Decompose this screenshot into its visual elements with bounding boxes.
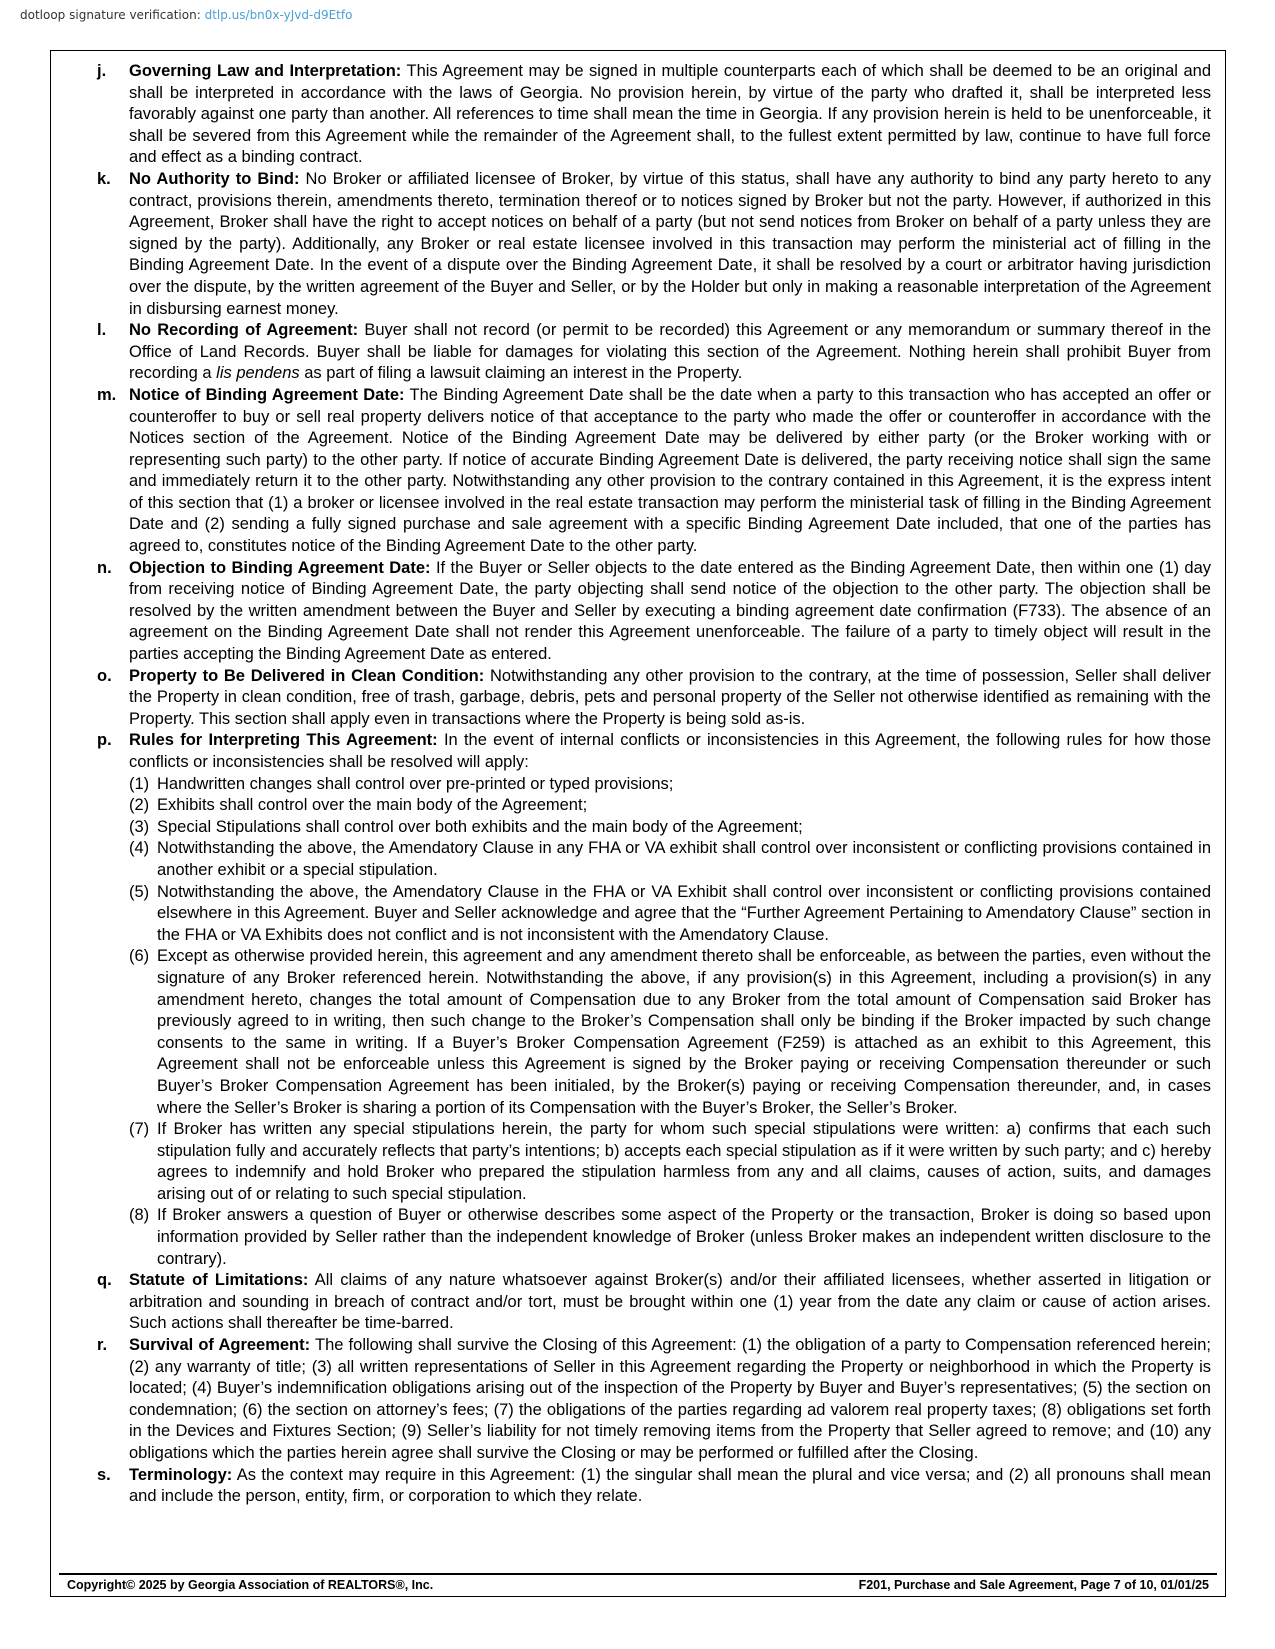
section-p [97, 730, 1211, 1270]
rule-text: Notwithstanding the above, the Amendatory Clause in any FHA or VA exhibit shall control over inconsistent or conflicting provisions contained in another exhibit or a special stipulation. [157, 839, 1211, 879]
document-body [97, 61, 1211, 1508]
rule-text: If Broker answers a question of Buyer or otherwise describes some aspect of the Property or the transaction, Broker is doing so based upon information provided by Seller rather than the independent knowledge of Broker (unless Broker makes an independent written disclosure to the contrary). [157, 1206, 1211, 1268]
rule-number: (8) [129, 1206, 150, 1225]
section-marker: r. [97, 1336, 108, 1355]
section-text: Buyer shall not record (or permit to be recorded) this Agreement or any memorandum or summary thereof in the Office of Land Records. Buyer shall be liable for damages for violating this section of the Agreement. Nothing herein shall prohibit Buyer from recording a [129, 321, 1211, 383]
page-frame [50, 50, 1226, 1597]
section-heading: Survival of Agreement: [129, 1336, 311, 1355]
section-l [97, 320, 1211, 385]
section-heading: No Recording of Agreement: [129, 321, 359, 340]
section-heading: Notice of Binding Agreement Date: [129, 385, 405, 404]
section-n [97, 558, 1211, 666]
section-r [97, 1335, 1211, 1465]
section-text: In the event of internal conflicts or inconsistencies in this Agreement, the following rules for how those conflicts or inconsistencies shall be resolved will apply: [129, 731, 1211, 771]
section-heading: Statute of Limitations: [129, 1271, 309, 1290]
section-text-continued: as part of filing a lawsuit claiming an interest in the Property. [304, 364, 743, 383]
signature-verification [20, 8, 352, 22]
section-marker: l. [97, 321, 107, 340]
section-marker: p. [97, 731, 112, 750]
section-marker: n. [97, 558, 112, 577]
rule-item [129, 946, 1211, 1119]
section-j [97, 61, 1211, 169]
section-text: All claims of any nature whatsoever against Broker(s) and/or their affiliated licensees, whether asserted in litigation or arbitration and sounding in breach of contract and/or tort, must be brought within one (1) year from the date any claim or cause of action arises. Such actions shall thereafter be time-barred. [129, 1271, 1211, 1333]
section-text: The following shall survive the Closing of this Agreement: (1) the obligation of a party to Compensation referenced herein; (2) any warranty of title; (3) all written representations of Seller in this Agreement regarding the Property or neighborhood in which the Property is located; (4) Buyer’s indemnification obligations arising out of the inspection of the Property by Buyer and Buyer’s representatives; (5) the section on condemnation; (6) the section on attorney’s fees; (7) the obligations of the parties regarding ad valorem real property taxes; (8) obligations set forth in the Devices and Fixtures Section; (9) Seller’s liability for not timely removing items from the Property that Seller agreed to remove; and (10) any obligations which the parties herein agree shall survive the Closing or may be performed or fulfilled after the Closing. [129, 1336, 1211, 1462]
section-s [97, 1465, 1211, 1508]
section-marker: m. [97, 385, 117, 404]
rule-text: Handwritten changes shall control over pre-printed or typed provisions; [157, 774, 674, 793]
section-marker: k. [97, 169, 111, 188]
section-text: The Binding Agreement Date shall be the date when a party to this transaction who has accepted an offer or counteroffer to buy or sell real property delivers notice of that acceptance to the party who made the offer or counteroffer in accordance with the Notices section of the Agreement. Notice of the Binding Agreement Date may be delivered by either party (or the Broker working with or representing such party) to the other party. If notice of accurate Binding Agreement Date is delivered, the party receiving notice shall sign the same and immediately return it to the other party. Notwithstanding any other provision to the contrary contained in this Agreement, it is the express intent of this section that (1) a broker or licensee involved in the real estate transaction may perform the ministerial task of filling in the Binding Agreement Date and (2) sending a fully signed purchase and sale agreement with a specific Binding Agreement Date included, that one of the parties has agreed to, constitutes notice of the Binding Agreement Date to the other party. [129, 385, 1211, 556]
rule-number: (4) [129, 839, 150, 858]
copyright-notice: Copyright© 2025 by Georgia Association of REALTORS®, Inc. [67, 1578, 434, 1592]
section-heading: Governing Law and Interpretation: [129, 62, 402, 80]
rule-text: Exhibits shall control over the main body of the Agreement; [157, 796, 588, 815]
rule-text: Notwithstanding the above, the Amendatory Clause in the FHA or VA Exhibit shall control over inconsistent or conflicting provisions contained elsewhere in this Agreement. Buyer and Seller acknowledge and agree that the “Further Agreement Pertaining to Amendatory Clause” section in the FHA or VA Exhibits does not conflict and is not inconsistent with the Amendatory Clause. [157, 882, 1211, 944]
rule-number: (3) [129, 817, 150, 836]
rule-text: If Broker has written any special stipulations herein, the party for whom such special stipulations were written: a) confirms that each such stipulation fully and accurately reflects that party’s intentions; b) accepts each special stipulation as if it were written by such party; and c) hereby agrees to indemnify and hold Broker who prepared the stipulation harmless from any and all claims, causes of action, suits, and damages arising out of or relating to such special stipulation. [157, 1120, 1211, 1203]
rule-item [129, 1119, 1211, 1205]
section-o [97, 666, 1211, 731]
rule-number: (2) [129, 796, 150, 815]
rule-item [129, 1205, 1211, 1270]
section-marker: j. [97, 62, 107, 80]
rule-item [129, 838, 1211, 881]
rule-item [129, 882, 1211, 947]
rule-text: Except as otherwise provided herein, this agreement and any amendment thereto shall be enforceable, as between the parties, even without the signature of any Broker referenced herein. Notwithstanding the above, if any provision(s) in this Agreement, including a provision(s) in any amendment hereto, changes the total amount of Compensation due to any Broker from the total amount of Compensation said Broker has previously agreed to in writing, then such change to the Broker’s Compensation shall only be binding if the Broker impacted by such change consents to the same in writing. If a Buyer’s Broker Compensation Agreement (F259) is attached as an exhibit to this Agreement, this Agreement shall not be enforceable unless this Agreement is signed by the Broker paying or receiving Compensation thereunder or such Buyer’s Broker Compensation Agreement has been initialed, by the Broker(s) paying or receiving Compensation thereunder, and, in cases where the Seller’s Broker is sharing a portion of its Compensation with the Buyer’s Broker, the Seller’s Broker. [157, 947, 1211, 1117]
verification-link[interactable]: dtlp.us/bn0x-yJvd-d9Etfo [204, 8, 353, 22]
rule-number: (6) [129, 947, 150, 966]
section-marker: s. [97, 1465, 111, 1484]
rule-item [129, 795, 1211, 817]
section-heading: Rules for Interpreting This Agreement: [129, 731, 438, 750]
rule-number: (7) [129, 1120, 150, 1139]
rule-number: (5) [129, 882, 150, 901]
section-text: Notwithstanding any other provision to the contrary, at the time of possession, Seller shall deliver the Property in clean condition, free of trash, garbage, debris, pets and personal property of the Seller not otherwise identified as remaining with the Property. This section shall apply even in transactions where the Property is being sold as-is. [129, 666, 1211, 728]
section-text: As the context may require in this Agreement: (1) the singular shall mean the plural and vice versa; and (2) all pronouns shall mean and include the person, entity, firm, or corporation to which they relate. [129, 1465, 1211, 1506]
section-heading: No Authority to Bind: [129, 169, 300, 188]
section-q [97, 1270, 1211, 1335]
footer-divider [59, 1573, 1217, 1575]
rule-number: (1) [129, 774, 150, 793]
rule-text: Special Stipulations shall control over both exhibits and the main body of the Agreement; [157, 817, 803, 836]
section-text: No Broker or affiliated licensee of Broker, by virtue of this status, shall have any authority to bind any party hereto to any contract, provisions therein, amendments thereto, termination thereof or to notices signed by Broker but not the party. However, if authorized in this Agreement, Broker shall have the right to accept notices on behalf of a party (but not send notices from Broker on behalf of a party unless they are signed by the party). Additionally, any Broker or real estate licensee involved in this transaction may perform the ministerial act of filling in the Binding Agreement Date. In the event of a dispute over the Binding Agreement Date, it shall be resolved by a court or arbitrator having jurisdiction over the dispute, by the written agreement of the Buyer and Seller, or by the Holder but only in making a reasonable interpretation of the Agreement in disbursing earnest money. [129, 169, 1211, 318]
section-m [97, 385, 1211, 558]
section-heading: Objection to Binding Agreement Date: [129, 558, 431, 577]
section-marker: o. [97, 666, 112, 685]
section-heading: Terminology: [129, 1465, 233, 1484]
section-text: This Agreement may be signed in multiple counterparts each of which shall be deemed to be an original and shall be interpreted in accordance with the laws of Georgia. No provision herein, by virtue of the party who drafted it, shall be interpreted less favorably against one party than another. All references to time shall mean the time in Georgia. If any provision herein is held to be unenforceable, it shall be severed from this Agreement while the remainder of the Agreement shall, to the fullest extent permitted by law, continue to have full force and effect as a binding contract. [129, 62, 1211, 167]
rule-item [129, 817, 1211, 839]
rule-item [129, 774, 1211, 796]
section-italic-term: lis pendens [216, 364, 300, 383]
section-heading: Property to Be Delivered in Clean Condition: [129, 666, 485, 685]
section-marker: q. [97, 1271, 112, 1290]
section-k [97, 169, 1211, 320]
form-page-info: F201, Purchase and Sale Agreement, Page 7 of 10, 01/01/25 [858, 1578, 1209, 1592]
verification-label: dotloop signature verification: [20, 8, 201, 22]
section-text: If the Buyer or Seller objects to the date entered as the Binding Agreement Date, then within one (1) day from receiving notice of Binding Agreement Date, the party objecting shall send notice of the objection to the other party. The objection shall be resolved by the written amendment between the Buyer and Seller by executing a binding agreement date confirmation (F733). The absence of an agreement on the Binding Agreement Date shall not render this Agreement unenforceable. The failure of a party to timely object will result in the parties accepting the Binding Agreement Date as entered. [129, 558, 1211, 664]
